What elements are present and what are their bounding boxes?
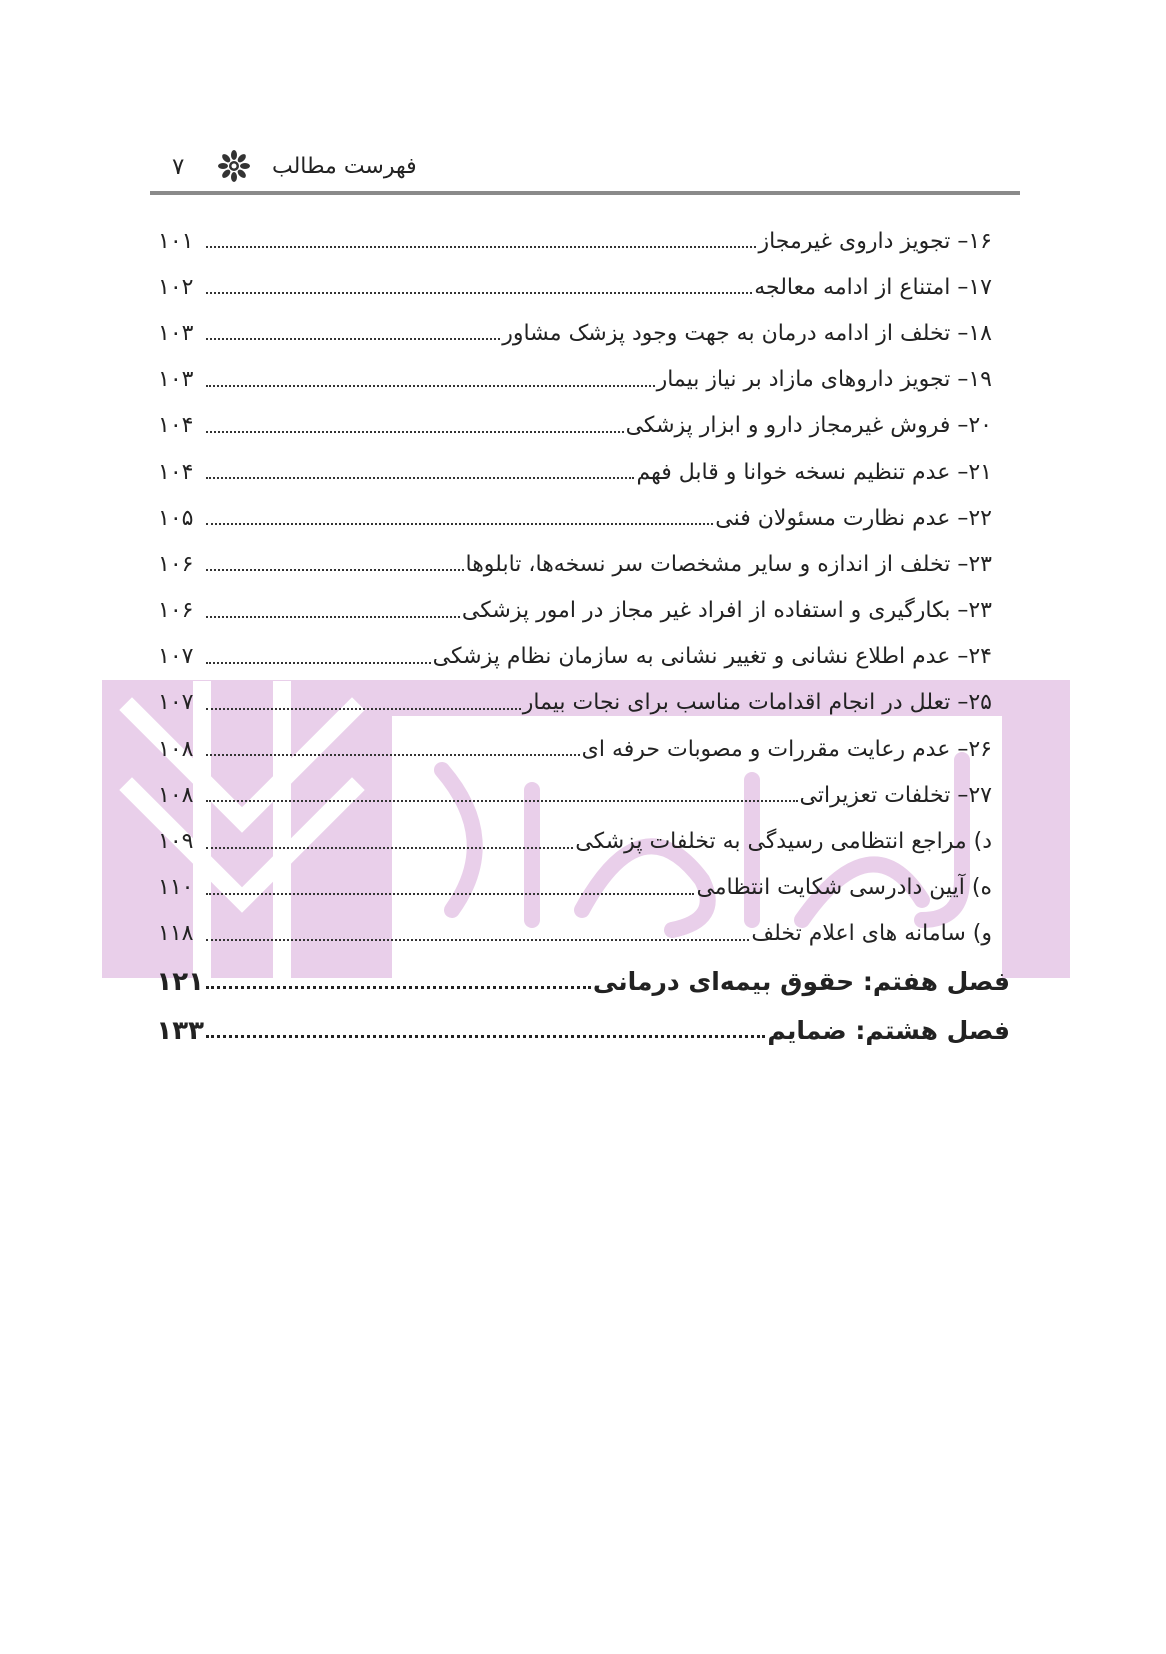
- toc-entry-title: ۲۵– تعلل در انجام اقدامات مناسب برای نجات بیمار: [522, 690, 992, 716]
- toc-entry-title: ۱۹– تجویز داروهای مازاد بر نیاز بیمار: [656, 367, 992, 393]
- toc-entry-page: ۱۱۰: [158, 875, 194, 901]
- toc-chapter-entry[interactable]: [158, 957, 1010, 1006]
- toc-entry-title: ۲۶– عدم رعایت مقررات و مصوبات حرفه ای: [581, 736, 992, 762]
- toc-entry-page: ۱۰۱: [158, 228, 194, 254]
- toc-entry-page: ۱۰۳: [158, 367, 194, 393]
- toc-entry-title: ۲۱– عدم تنظیم نسخه خوانا و قابل فهم: [636, 459, 992, 485]
- toc-entry-title: ۱۶– تجویز داروی غیرمجاز: [758, 228, 992, 254]
- toc-entry[interactable]: [158, 865, 1010, 911]
- rosette-icon: [218, 150, 250, 182]
- toc-entry-title: ۱۸– تخلف از ادامه درمان به جهت وجود پزشک مشاور: [502, 320, 992, 346]
- dot-leader: [206, 280, 752, 294]
- toc-entry[interactable]: [158, 588, 1010, 634]
- toc-entry[interactable]: [158, 264, 1010, 310]
- toc-entry-title: ۲۲– عدم نظارت مسئولان فنی: [715, 505, 992, 531]
- toc-entry-title: ۲۷– تخلفات تعزیراتی: [799, 782, 992, 808]
- toc-entry-title: و) سامانه های اعلام تخلف: [751, 921, 992, 947]
- toc-entry-title: ۲۳– بکارگیری و استفاده از افراد غیر مجاز در امور پزشکی: [461, 598, 992, 624]
- toc-entry[interactable]: [158, 818, 1010, 864]
- toc-entry[interactable]: [158, 449, 1010, 495]
- toc-entry-page: ۱۰۵: [158, 505, 194, 531]
- toc-chapter-title: فصل هفتم: حقوق بیمه‌ای درمانی: [592, 967, 1010, 996]
- dot-leader: [206, 604, 460, 618]
- dot-leader: [206, 650, 431, 664]
- running-header: [150, 146, 1020, 190]
- toc-chapter-title: فصل هشتم: ضمایم: [767, 1016, 1010, 1045]
- toc-entry-title: ۲۳– تخلف از اندازه و سایر مشخصات سر نسخه‌ها، تابلوها: [465, 551, 992, 577]
- toc-entry-title: ۱۷– امتناع از ادامه معالجه: [754, 274, 992, 300]
- dot-leader: [206, 835, 573, 849]
- toc-entry-page: ۱۰۶: [158, 551, 194, 577]
- dot-leader: [206, 788, 798, 802]
- toc-entry-page: ۱۰۳: [158, 320, 194, 346]
- header-divider: [150, 191, 1020, 195]
- table-of-contents: [158, 218, 1010, 1055]
- toc-entry-page: ۱۰۹: [158, 829, 194, 855]
- toc-entry-page: ۱۰۲: [158, 274, 194, 300]
- dot-leader: [206, 557, 464, 571]
- toc-entry[interactable]: [158, 357, 1010, 403]
- dot-leader: [206, 1023, 765, 1038]
- toc-entry[interactable]: [158, 310, 1010, 356]
- dot-leader: [206, 373, 655, 387]
- dot-leader: [206, 742, 580, 756]
- toc-entry-page: ۱۰۸: [158, 782, 194, 808]
- toc-entry-title: د) مراجع انتظامی رسیدگی به تخلفات پزشکی: [575, 829, 992, 855]
- dot-leader: [206, 696, 521, 710]
- toc-entry[interactable]: [158, 634, 1010, 680]
- toc-entry[interactable]: [158, 541, 1010, 587]
- toc-entry[interactable]: [158, 680, 1010, 726]
- page-number: ۷: [172, 154, 185, 180]
- dot-leader: [206, 326, 500, 340]
- toc-entry[interactable]: [158, 726, 1010, 772]
- dot-leader: [206, 511, 713, 525]
- toc-entry[interactable]: [158, 911, 1010, 957]
- dot-leader: [206, 234, 756, 248]
- toc-entry-page: ۱۰۸: [158, 736, 194, 762]
- toc-chapter-entry[interactable]: [158, 1006, 1010, 1055]
- toc-entry[interactable]: [158, 772, 1010, 818]
- toc-chapter-page: ۱۲۱: [156, 966, 204, 997]
- toc-entry-page: ۱۰۷: [158, 644, 194, 670]
- toc-entry-title: ه) آیین دادرسی شکایت انتظامی: [696, 875, 992, 901]
- dot-leader: [206, 419, 624, 433]
- dot-leader: [206, 974, 591, 989]
- running-title: فهرست مطالب: [272, 154, 417, 179]
- toc-entry-page: ۱۰۴: [158, 459, 194, 485]
- toc-entry-page: ۱۰۴: [158, 413, 194, 439]
- dot-leader: [206, 465, 634, 479]
- toc-entry[interactable]: [158, 495, 1010, 541]
- toc-entry[interactable]: [158, 403, 1010, 449]
- toc-entry-page: ۱۰۷: [158, 690, 194, 716]
- toc-chapter-page: ۱۳۳: [156, 1015, 204, 1046]
- toc-entry-page: ۱۱۸: [158, 921, 194, 947]
- toc-entry-page: ۱۰۶: [158, 598, 194, 624]
- toc-entry-title: ۲۴– عدم اطلاع نشانی و تغییر نشانی به سازمان نظام پزشکی: [432, 644, 992, 670]
- toc-entry[interactable]: [158, 218, 1010, 264]
- dot-leader: [206, 881, 694, 895]
- dot-leader: [206, 927, 749, 941]
- toc-entry-title: ۲۰– فروش غیرمجاز دارو و ابزار پزشکی: [625, 413, 992, 439]
